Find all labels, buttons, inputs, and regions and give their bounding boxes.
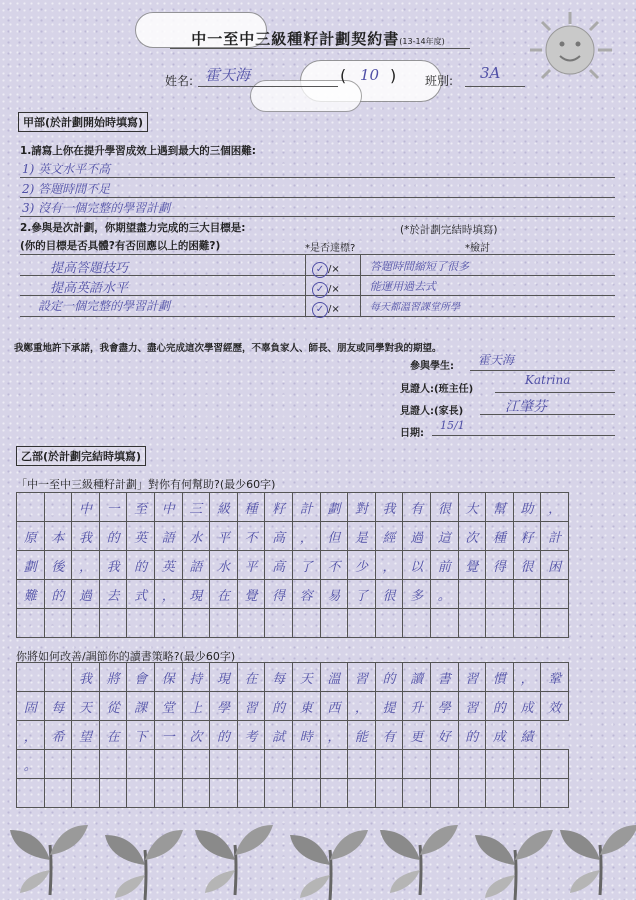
grid-cell: 了 xyxy=(292,551,320,580)
grid-cell: 的 xyxy=(486,692,514,721)
question-2-sub: (你的目標是否具體?有否回應以上的困難?) xyxy=(20,240,221,252)
writing-grid-2 xyxy=(16,662,569,808)
grid-cell: 在 xyxy=(99,721,127,750)
grid-cell: 堂 xyxy=(154,692,182,721)
grid-cell: 成 xyxy=(513,692,541,721)
grid-cell xyxy=(513,750,541,779)
grid-cell: 不 xyxy=(320,551,348,580)
grid-cell xyxy=(458,750,486,779)
grid-cell: 的 xyxy=(127,551,155,580)
part-b-question-1: 「中一至中三級種籽計劃」對你有何幫助?(最少60字) xyxy=(16,478,276,491)
grid-row xyxy=(17,692,569,721)
grid-cell: 過 xyxy=(403,522,431,551)
grid-cell: 的 xyxy=(458,721,486,750)
grid-cell: 次 xyxy=(182,721,210,750)
grid-cell: 我 xyxy=(375,493,403,522)
grid-cell: 至 xyxy=(127,493,155,522)
grid-cell: 從 xyxy=(99,692,127,721)
grid-cell: 讀 xyxy=(403,663,431,692)
grid-cell: 能 xyxy=(348,721,376,750)
grid-cell xyxy=(127,750,155,779)
grid-cell: 原 xyxy=(17,522,45,551)
grid-cell: 更 xyxy=(403,721,431,750)
grid-cell xyxy=(17,779,45,808)
grid-cell: 式 xyxy=(127,580,155,609)
grid-cell xyxy=(320,609,348,638)
leaf-plant-decoration xyxy=(0,815,636,900)
grid-cell xyxy=(348,750,376,779)
grid-cell: 考 xyxy=(237,721,265,750)
part-b-heading: 乙部(於計劃完結時填寫) xyxy=(16,446,146,466)
grid-cell: 平 xyxy=(237,551,265,580)
grid-cell xyxy=(154,609,182,638)
grid-cell xyxy=(154,779,182,808)
grid-cell: ， xyxy=(375,551,403,580)
class-value: 3A xyxy=(480,64,501,82)
grid-cell: 鞏 xyxy=(541,663,569,692)
grid-cell: 的 xyxy=(265,692,293,721)
goal-3: 設定一個完整的學習計劃 xyxy=(38,299,171,313)
review-3: 每天都溫習課堂所學 xyxy=(370,302,460,313)
grid-cell: 去 xyxy=(99,580,127,609)
grid-cell: 是 xyxy=(348,522,376,551)
goals-table xyxy=(20,254,615,317)
name-label: 姓名: xyxy=(165,74,194,88)
grid-cell: 一 xyxy=(99,493,127,522)
grid-cell: 現 xyxy=(210,663,238,692)
page-title: 中一至中三級種籽計劃契約書(13-14年度) xyxy=(191,30,445,48)
grid-cell: 有 xyxy=(403,493,431,522)
grid-cell xyxy=(265,750,293,779)
grid-cell: 我 xyxy=(72,522,100,551)
grid-cell xyxy=(430,609,458,638)
grid-cell xyxy=(17,663,45,692)
grid-cell: 現 xyxy=(182,580,210,609)
grid-cell: 中 xyxy=(154,493,182,522)
grid-cell: 。 xyxy=(430,580,458,609)
grid-cell: 不 xyxy=(237,522,265,551)
grid-cell xyxy=(541,609,569,638)
grid-cell: 望 xyxy=(72,721,100,750)
grid-row xyxy=(17,663,569,692)
grid-cell: 種 xyxy=(237,493,265,522)
grid-cell: 會 xyxy=(127,663,155,692)
grid-cell xyxy=(210,609,238,638)
grid-cell xyxy=(486,779,514,808)
difficulty-1: 1) 英文水平不高 xyxy=(22,162,111,176)
grid-row xyxy=(17,609,569,638)
grid-cell: ， xyxy=(541,493,569,522)
grid-cell: 籽 xyxy=(265,493,293,522)
grid-cell: 但 xyxy=(320,522,348,551)
grid-cell: 劃 xyxy=(320,493,348,522)
grid-cell: 語 xyxy=(154,522,182,551)
grid-cell: 學 xyxy=(210,692,238,721)
grid-row xyxy=(17,551,569,580)
grid-cell: 績 xyxy=(513,721,541,750)
question-1: 1.請寫上你在提升學習成效上遇到最大的三個困難: xyxy=(20,145,256,157)
grid-cell xyxy=(403,779,431,808)
grid-cell xyxy=(44,493,72,522)
grid-cell: 多 xyxy=(403,580,431,609)
date-value: 15/1 xyxy=(440,419,465,432)
grid-cell xyxy=(182,609,210,638)
grid-cell: 在 xyxy=(210,580,238,609)
grid-cell xyxy=(127,779,155,808)
grid-cell: 天 xyxy=(72,692,100,721)
grid-cell xyxy=(72,609,100,638)
grid-cell xyxy=(72,779,100,808)
grid-cell xyxy=(265,609,293,638)
grid-cell xyxy=(44,663,72,692)
grid-cell: 劃 xyxy=(17,551,45,580)
grid-cell: 本 xyxy=(44,522,72,551)
grid-cell: 溫 xyxy=(320,663,348,692)
part-a-heading: 甲部(於計劃開始時填寫) xyxy=(18,112,148,132)
grid-cell xyxy=(403,609,431,638)
grid-cell: 高 xyxy=(265,522,293,551)
grid-cell: 幫 xyxy=(486,493,514,522)
grid-cell: 了 xyxy=(348,580,376,609)
grid-cell xyxy=(430,779,458,808)
review-2: 能運用過去式 xyxy=(370,280,436,293)
grid-cell: 計 xyxy=(541,522,569,551)
sun-icon xyxy=(520,10,620,95)
grid-cell xyxy=(320,779,348,808)
grid-cell: 很 xyxy=(375,580,403,609)
grid-cell: 很 xyxy=(513,551,541,580)
pledge-text: 我鄭重地許下承諾，我會盡力、盡心完成這次學習經歷，不辜負家人、師長、朋友或同學對我的期望。 xyxy=(14,343,442,354)
grid-cell xyxy=(17,493,45,522)
grid-cell: 將 xyxy=(99,663,127,692)
grid-cell: 語 xyxy=(182,551,210,580)
grid-cell: 這 xyxy=(430,522,458,551)
grid-cell xyxy=(72,750,100,779)
grid-cell: 天 xyxy=(292,663,320,692)
achieved-mark-1: ✓ /× xyxy=(312,257,340,278)
grid-cell: ， xyxy=(320,721,348,750)
contract-page: 中一至中三級種籽計劃契約書(13-14年度) 姓名: 霍天海 ( 10 ) 班別: 3A 甲部(於計劃開始時填寫) 1.請寫上你在提升學習成效上遇到最大的三個困難: 1) 英文水平不高 2) 答題時間不足 3) 沒有一個完整的學習計劃 2.參與是次計劃，你期望盡力完成的三大目標是: (*於計劃完結時填寫) (你的目標是否具體?有否回應以上的困難?) *是否達標? *檢討 提高答題技巧 提高英語水平 設定一個完整的學習計劃 ✓ /× ✓ /× ✓ /× 答題時間縮短了很多 能運用過去式 每天都溫習課堂所學 我鄭重地許下承諾，我會盡力、盡心完成這次學習經歷，不辜負家人、師長、朋友或同學對我的期望。 參與學生: 霍天海 見證人:(班主任) Katrina 見證人:(家長) 江肇芬 日期: 15/1 乙部(於計劃完結時填寫) 「中一至中三級種籽計劃」對你有何幫助?(最少60字) 中 一 至 中 三 級 種 籽 計 劃 對 我 有 很 大 幫 助 ， 原 本 我 的 英 語 水 平 不 高 ， 但 是 經 過 這 次 種 籽 計 劃 後 ， 我 的 英 語 水 平 高 了 不 少 ， 以 前 覺 得 很 困 難 的 過 去 式 ， 現 在 覺 得 容 易 了 很 多 。 你將如何改善/調節你的讀書策略?(最少60字) 我 將 會 保 持 現 在 每 天 溫 習 的 讀 書 習 慣 ， 鞏 固 每 天 從 課 堂 上 學 習 的 東 西 ， 提 升 學 習 的 成 效 ， 希 望 在 下 一 次 的 考 試 時 ， 能 有 更 好 的 成 績 。 xyxy=(0,0,636,900)
grid-cell: 書 xyxy=(430,663,458,692)
achieved-mark-2: ✓ /× xyxy=(312,277,340,298)
grid-cell xyxy=(44,609,72,638)
grid-cell: 每 xyxy=(265,663,293,692)
grid-cell: 很 xyxy=(430,493,458,522)
grid-cell: 每 xyxy=(44,692,72,721)
question-2: 2.參與是次計劃，你期望盡力完成的三大目標是: xyxy=(20,222,246,234)
grid-row xyxy=(17,721,569,750)
grid-cell: 上 xyxy=(182,692,210,721)
grid-cell xyxy=(375,779,403,808)
witness-teacher-signature: Katrina xyxy=(525,373,571,387)
grid-cell xyxy=(458,580,486,609)
goal-2: 提高英語水平 xyxy=(50,281,129,296)
grid-cell: 中 xyxy=(72,493,100,522)
grid-cell xyxy=(292,779,320,808)
grid-cell: 得 xyxy=(265,580,293,609)
grid-cell: 助 xyxy=(513,493,541,522)
achieved-header: *是否達標? xyxy=(305,243,356,254)
grid-row xyxy=(17,750,569,779)
grid-cell xyxy=(44,779,72,808)
achieved-mark-3: ✓ /× xyxy=(312,297,340,318)
grid-cell: 的 xyxy=(375,663,403,692)
grid-cell: 的 xyxy=(44,580,72,609)
grid-cell: 。 xyxy=(17,750,45,779)
grid-cell: 次 xyxy=(458,522,486,551)
grid-cell: ， xyxy=(154,580,182,609)
grid-cell: 學 xyxy=(430,692,458,721)
review-header: *檢討 xyxy=(465,243,490,254)
grid-cell: 持 xyxy=(182,663,210,692)
grid-cell: 對 xyxy=(348,493,376,522)
witness-parent-label: 見證人:(家長) xyxy=(400,406,464,417)
grid-cell: 經 xyxy=(375,522,403,551)
grid-cell: 困 xyxy=(541,551,569,580)
student-signature-label: 參與學生: xyxy=(410,361,454,372)
grid-cell: 好 xyxy=(430,721,458,750)
difficulty-2: 2) 答題時間不足 xyxy=(22,182,111,196)
goal-1: 提高答題技巧 xyxy=(50,261,129,276)
grid-cell: ， xyxy=(292,522,320,551)
grid-cell: 容 xyxy=(292,580,320,609)
grid-cell: 我 xyxy=(99,551,127,580)
grid-cell: 習 xyxy=(348,663,376,692)
grid-cell: ， xyxy=(513,663,541,692)
witness-parent-signature: 江肇芬 xyxy=(505,399,547,415)
grid-cell: 習 xyxy=(237,692,265,721)
grid-cell xyxy=(182,779,210,808)
grid-cell: 效 xyxy=(541,692,569,721)
grid-cell: 少 xyxy=(348,551,376,580)
grid-cell: 前 xyxy=(430,551,458,580)
grid-cell xyxy=(99,609,127,638)
grid-cell: 下 xyxy=(127,721,155,750)
grid-cell: 習 xyxy=(458,692,486,721)
grid-cell xyxy=(375,750,403,779)
grid-cell: 在 xyxy=(237,663,265,692)
grid-cell xyxy=(541,580,569,609)
grid-cell: 成 xyxy=(486,721,514,750)
grid-cell xyxy=(513,779,541,808)
grid-cell xyxy=(513,580,541,609)
grid-cell xyxy=(320,750,348,779)
grid-cell: 的 xyxy=(99,522,127,551)
grid-cell: 習 xyxy=(458,663,486,692)
grid-cell: 英 xyxy=(127,522,155,551)
grid-cell: 高 xyxy=(265,551,293,580)
grid-cell: ， xyxy=(348,692,376,721)
grid-cell xyxy=(458,609,486,638)
writing-grid-1 xyxy=(16,492,569,638)
grid-cell: 一 xyxy=(154,721,182,750)
grid-row xyxy=(17,522,569,551)
grid-cell xyxy=(541,750,569,779)
class-label: 班別: xyxy=(425,74,454,88)
grid-cell: 希 xyxy=(44,721,72,750)
grid-cell xyxy=(486,609,514,638)
review-1: 答題時間縮短了很多 xyxy=(370,260,469,273)
grid-cell: 過 xyxy=(72,580,100,609)
grid-cell xyxy=(210,750,238,779)
grid-cell xyxy=(127,609,155,638)
grid-cell xyxy=(237,750,265,779)
grid-cell: 平 xyxy=(210,522,238,551)
grid-cell xyxy=(182,750,210,779)
grid-cell: 課 xyxy=(127,692,155,721)
grid-cell xyxy=(99,750,127,779)
grid-cell: ， xyxy=(17,721,45,750)
grid-cell: 水 xyxy=(210,551,238,580)
part-b-question-2: 你將如何改善/調節你的讀書策略?(最少60字) xyxy=(16,650,236,663)
grid-cell xyxy=(458,779,486,808)
grid-cell: 覺 xyxy=(237,580,265,609)
grid-cell: 大 xyxy=(458,493,486,522)
grid-cell: 以 xyxy=(403,551,431,580)
grid-cell xyxy=(17,609,45,638)
grid-cell: 試 xyxy=(265,721,293,750)
grid-cell xyxy=(430,750,458,779)
grid-row xyxy=(17,580,569,609)
grid-row xyxy=(17,779,569,808)
grid-cell xyxy=(403,750,431,779)
name-value: 霍天海 xyxy=(205,66,251,84)
grid-cell xyxy=(541,779,569,808)
grid-cell: 得 xyxy=(486,551,514,580)
grid-cell: 我 xyxy=(72,663,100,692)
grid-cell: 的 xyxy=(210,721,238,750)
grid-cell: 級 xyxy=(210,493,238,522)
grid-cell: ， xyxy=(72,551,100,580)
witness-teacher-label: 見證人:(班主任) xyxy=(400,384,474,395)
grid-cell: 升 xyxy=(403,692,431,721)
grid-cell: 籽 xyxy=(513,522,541,551)
grid-cell: 三 xyxy=(182,493,210,522)
grid-cell xyxy=(375,609,403,638)
grid-cell xyxy=(292,750,320,779)
grid-cell xyxy=(237,609,265,638)
grid-cell xyxy=(348,779,376,808)
grid-cell: 易 xyxy=(320,580,348,609)
difficulty-3: 3) 沒有一個完整的學習計劃 xyxy=(22,201,171,215)
grid-cell xyxy=(44,750,72,779)
student-number: 10 xyxy=(360,66,380,84)
grid-cell: 時 xyxy=(292,721,320,750)
grid-cell: 慣 xyxy=(486,663,514,692)
grid-cell: 覺 xyxy=(458,551,486,580)
student-signature: 霍天海 xyxy=(478,353,515,367)
question-2-note: (*於計劃完結時填寫) xyxy=(400,224,498,236)
grid-cell: 種 xyxy=(486,522,514,551)
grid-cell: 計 xyxy=(292,493,320,522)
grid-cell: 有 xyxy=(375,721,403,750)
grid-cell: 水 xyxy=(182,522,210,551)
grid-cell: 東 xyxy=(292,692,320,721)
grid-cell xyxy=(513,609,541,638)
grid-cell xyxy=(99,779,127,808)
grid-cell: 提 xyxy=(375,692,403,721)
grid-cell xyxy=(486,580,514,609)
grid-cell xyxy=(154,750,182,779)
grid-cell xyxy=(486,750,514,779)
grid-cell: 難 xyxy=(17,580,45,609)
grid-cell: 英 xyxy=(154,551,182,580)
grid-cell xyxy=(265,779,293,808)
grid-cell: 後 xyxy=(44,551,72,580)
grid-cell xyxy=(210,779,238,808)
grid-cell: 固 xyxy=(17,692,45,721)
date-label: 日期: xyxy=(400,428,424,439)
grid-cell: 西 xyxy=(320,692,348,721)
grid-row xyxy=(17,493,569,522)
grid-cell: 保 xyxy=(154,663,182,692)
grid-cell xyxy=(292,609,320,638)
grid-cell xyxy=(237,779,265,808)
grid-cell xyxy=(348,609,376,638)
